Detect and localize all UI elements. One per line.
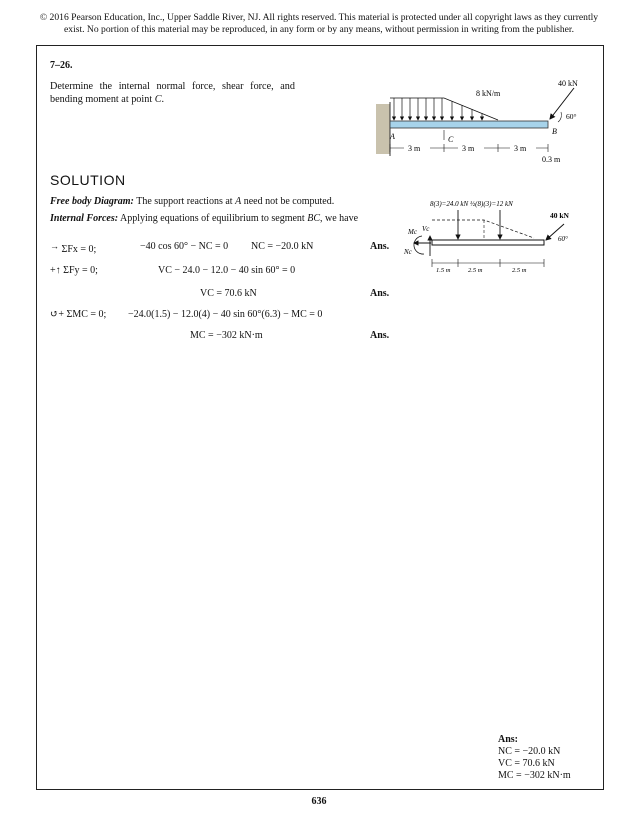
fbd-dim-1: 1.5 m (436, 267, 451, 274)
copyright-line-2: exist. No portion of this material may be reproduced, in any form or by any means, without permission in writing from the publisher. (64, 24, 574, 35)
fbd-angle-label: 60° (558, 235, 568, 243)
fbd-label: Free body Diagram: (50, 196, 134, 207)
fbd-figure (400, 196, 590, 278)
eq2-expression: VC − 24.0 − 12.0 − 40 sin 60° = 0 (158, 265, 296, 276)
beam (390, 121, 548, 128)
eq1-label-group (50, 241, 96, 255)
statement-text: Determine the internal normal force, shear force, and bending moment at point (50, 81, 295, 105)
eq2-result: VC = 70.6 kN (200, 288, 257, 299)
dim-label-2: 3 m (462, 144, 475, 153)
fbd-load-outline (432, 220, 534, 238)
page-number: 636 (311, 796, 327, 807)
point-b-label: B (552, 127, 557, 136)
solution-heading: SOLUTION (50, 172, 126, 188)
problem-figure (372, 74, 594, 166)
forces-text-b: , we have (320, 213, 359, 224)
copyright-notice (20, 12, 618, 36)
fbd-load-note: 8(3)=24.0 kN ½(8)(3)=12 kN (430, 200, 513, 208)
answer-title: Ans: (498, 734, 519, 745)
fbd-dim-3: 2.5 m (512, 267, 527, 274)
fbd-force-label: 40 kN (550, 211, 569, 220)
point-c-label: C (448, 135, 454, 144)
answer-mc: MC = −302 kN·m (498, 770, 571, 781)
copyright-line-1: © 2016 Pearson Education, Inc., Upper Saddle River, NJ. All rights reserved. This material is protected under all copyright laws as they currently (39, 12, 599, 23)
fbd-nc-label: Nc (404, 248, 412, 256)
fbd-vc-label: Vc (422, 225, 430, 233)
eq3-expression: −24.0(1.5) − 12.0(4) − 40 sin 60°(6.3) − MC = 0 (128, 309, 323, 320)
internal-forces-statement (50, 213, 358, 224)
dim-label-4: 0.3 m (542, 155, 561, 164)
forces-segment: BC (307, 213, 320, 224)
problem-statement (50, 80, 295, 106)
force-label: 40 kN (558, 79, 578, 88)
eq1-expression: −40 cos 60° − NC = 0 (140, 241, 229, 252)
load-arrows (394, 98, 482, 120)
load-label: 8 kN/m (476, 89, 501, 98)
angle-label: 60° (566, 112, 577, 121)
statement-point: C (154, 94, 162, 105)
dim-label-3: 3 m (514, 144, 527, 153)
fbd-beam (432, 240, 544, 245)
point-a-label: A (390, 132, 395, 141)
eq3-result: MC = −302 kN·m (190, 330, 263, 341)
fbd-point: A (235, 196, 242, 207)
eq1-label: ΣFx = 0; (61, 244, 97, 255)
fbd-statement (50, 196, 334, 207)
eq3-ans-label: Ans. (370, 330, 390, 341)
forces-text-a: Applying equations of equilibrium to segment (118, 213, 308, 224)
fbd-mc-label: Mc (408, 228, 417, 236)
forces-label: Internal Forces: (50, 213, 119, 224)
eq1-result: NC = −20.0 kN (251, 241, 314, 252)
eq2-label: +↑ ΣFy = 0; (50, 265, 98, 276)
fbd-mc-arc (414, 236, 424, 254)
eq2-ans-label: Ans. (370, 288, 390, 299)
eq1-ans-label: Ans. (370, 241, 390, 252)
problem-number: 7–26. (50, 60, 73, 71)
answer-summary (498, 734, 571, 782)
answer-vc: VC = 70.6 kN (498, 758, 555, 769)
fbd-text-b: need not be computed. (241, 196, 335, 207)
eq1-arrow: → (50, 241, 59, 251)
dim-label-1: 3 m (408, 144, 421, 153)
statement-end: . (161, 94, 165, 105)
answer-nc: NC = −20.0 kN (498, 746, 561, 757)
fbd-dim-2: 2.5 m (468, 267, 483, 274)
eq3-label: ↺+ ΣMC = 0; (50, 309, 107, 320)
wall-support (376, 104, 390, 154)
fbd-text-a: The support reactions at (133, 196, 236, 207)
